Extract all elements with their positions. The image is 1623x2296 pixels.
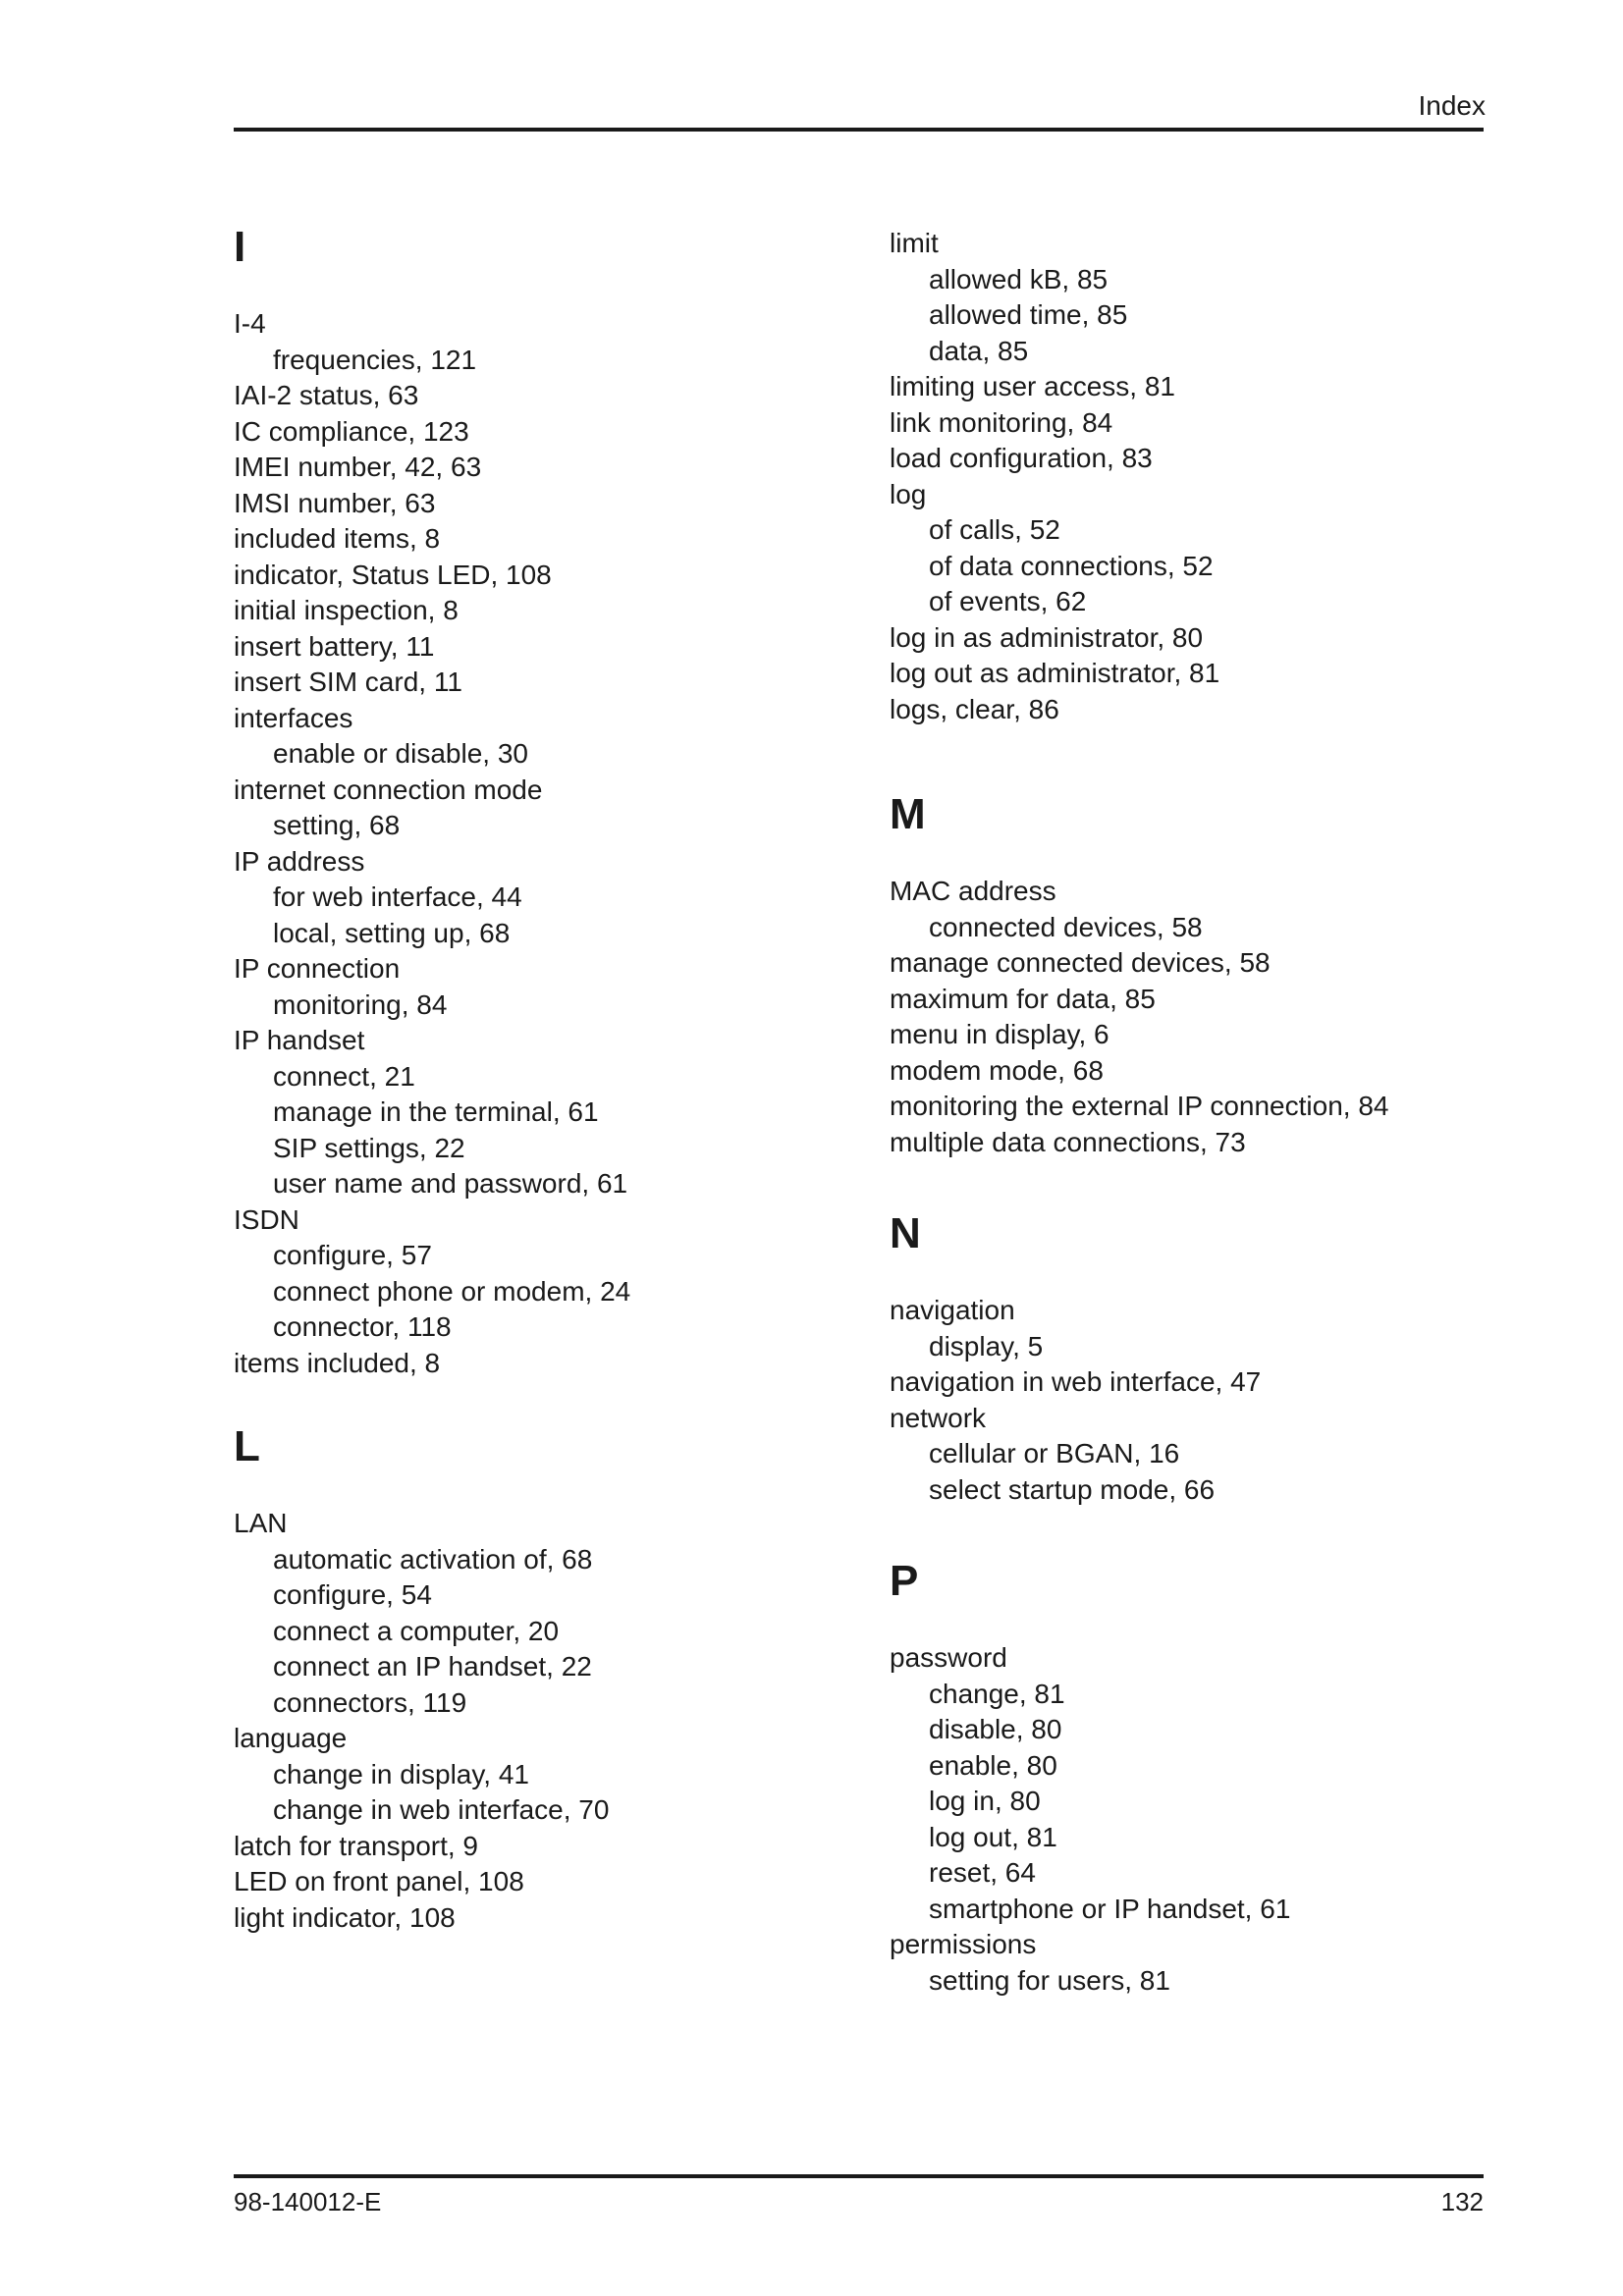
index-subentry: SIP settings, 22: [273, 1132, 465, 1163]
index-entry: insert battery, 11: [234, 630, 435, 662]
index-section-m: [890, 785, 1538, 1160]
index-entry: IMSI number, 63: [234, 487, 436, 518]
index-entry: language: [234, 1723, 348, 1753]
index-entry: monitoring the external IP connection, 84: [890, 1091, 1389, 1121]
index-subentry: change in web interface, 70: [273, 1794, 610, 1825]
index-section-n: [890, 1204, 1538, 1508]
index-entry: IP handset: [234, 1025, 365, 1055]
index-section-p: [890, 1552, 1538, 1999]
section-letter: L: [234, 1422, 260, 1470]
index-subentry: allowed kB, 85: [929, 263, 1109, 294]
index-entry: IC compliance, 123: [234, 415, 469, 447]
index-entry: multiple data connections, 73: [890, 1126, 1246, 1157]
index-entry: items included, 8: [234, 1347, 441, 1378]
index-subentry: cellular or BGAN, 16: [929, 1438, 1180, 1468]
index-entry: log out as administrator, 81: [890, 658, 1220, 688]
index-entry: insert SIM card, 11: [234, 667, 462, 697]
index-entry: link monitoring, 84: [890, 406, 1113, 438]
document-number: 98-140012-E: [234, 2187, 382, 2216]
index-entry: navigation in web interface, 47: [890, 1366, 1262, 1397]
index-subentry: of calls, 52: [929, 514, 1060, 545]
index-subentry: configure, 57: [273, 1240, 432, 1270]
index-entry: ISDN: [234, 1203, 299, 1235]
index-entry: menu in display, 6: [890, 1019, 1109, 1049]
index-section-l: [234, 1417, 862, 1936]
index-entry: network: [890, 1402, 987, 1433]
index-subentry: select startup mode, 66: [929, 1473, 1216, 1505]
index-subentry: of events, 62: [929, 586, 1087, 616]
index-entry: log in as administrator, 80: [890, 621, 1204, 653]
index-subentry: connect, 21: [273, 1060, 415, 1092]
index-subentry: setting for users, 81: [929, 1964, 1170, 1996]
index-section-l-continued: [890, 226, 1538, 727]
index-section-i: [234, 218, 862, 1381]
index-subentry: for web interface, 44: [273, 881, 522, 912]
index-entry: manage connected devices, 58: [890, 947, 1271, 978]
index-entry: latch for transport, 9: [234, 1830, 479, 1861]
index-subentry: connectors, 119: [273, 1686, 467, 1718]
index-entry: limit: [890, 228, 939, 258]
index-subentry: setting, 68: [273, 810, 401, 840]
index-entry: IP connection: [234, 953, 401, 984]
index-subentry: disable, 80: [929, 1714, 1062, 1744]
index-subentry: change, 81: [929, 1678, 1065, 1709]
index-entry: MAC address: [890, 876, 1056, 906]
index-entry: internet connection mode: [234, 774, 543, 805]
index-subentry: manage in the terminal, 61: [273, 1096, 599, 1127]
index-entry: initial inspection, 8: [234, 595, 459, 625]
index-subentry: automatic activation of, 68: [273, 1543, 593, 1575]
index-entry: I-4: [234, 308, 266, 339]
section-letter: N: [890, 1209, 921, 1257]
index-entry: permissions: [890, 1929, 1037, 1959]
index-entry: IAI-2 status, 63: [234, 380, 419, 410]
section-letter: M: [890, 790, 926, 838]
index-subentry: local, setting up, 68: [273, 917, 511, 948]
index-entry: light indicator, 108: [234, 1901, 456, 1933]
index-subentry: smartphone or IP handset, 61: [929, 1893, 1291, 1924]
index-entry: maximum for data, 85: [890, 983, 1156, 1014]
index-entry: password: [890, 1642, 1007, 1673]
entry-list: [890, 874, 1538, 1160]
index-subentry: change in display, 41: [273, 1758, 529, 1789]
index-subentry: of data connections, 52: [929, 550, 1214, 581]
header-rule: [234, 128, 1484, 132]
index-subentry: log in, 80: [929, 1786, 1041, 1816]
index-subentry: connected devices, 58: [929, 911, 1203, 942]
index-entry: navigation: [890, 1295, 1015, 1325]
index-subentry: frequencies, 121: [273, 344, 477, 375]
index-entry: interfaces: [234, 702, 353, 733]
index-subentry: connect an IP handset, 22: [273, 1651, 592, 1682]
index-entry: log: [890, 478, 927, 509]
index-entry: IP address: [234, 845, 365, 877]
index-entry: limiting user access, 81: [890, 371, 1176, 401]
entry-list: [890, 1293, 1538, 1508]
footer-rule: [234, 2174, 1484, 2178]
index-subentry: reset, 64: [929, 1857, 1036, 1888]
index-entry: LED on front panel, 108: [234, 1866, 524, 1896]
index-subentry: monitoring, 84: [273, 988, 448, 1020]
index-subentry: display, 5: [929, 1330, 1044, 1362]
page-number: 132: [1440, 2187, 1484, 2216]
index-subentry: allowed time, 85: [929, 299, 1128, 330]
entry-list: [890, 226, 1538, 727]
index-entry: included items, 8: [234, 523, 441, 554]
index-entry: logs, clear, 86: [890, 693, 1059, 724]
entry-list: [234, 1506, 862, 1936]
index-subentry: configure, 54: [273, 1579, 432, 1610]
index-subentry: enable, 80: [929, 1749, 1057, 1781]
section-letter: P: [890, 1557, 919, 1605]
index-entry: LAN: [234, 1508, 288, 1538]
index-subentry: data, 85: [929, 335, 1029, 366]
index-entry: load configuration, 83: [890, 443, 1153, 473]
entry-list: [234, 306, 862, 1381]
index-subentry: connector, 118: [273, 1311, 452, 1342]
header-title: Index: [1418, 90, 1486, 121]
index-subentry: user name and password, 61: [273, 1168, 628, 1199]
index-subentry: connect phone or modem, 24: [273, 1275, 631, 1307]
section-letter: I: [234, 223, 246, 271]
index-subentry: log out, 81: [929, 1821, 1057, 1852]
entry-list: [890, 1640, 1538, 1999]
index-subentry: connect a computer, 20: [273, 1615, 560, 1646]
index-entry: modem mode, 68: [890, 1054, 1104, 1086]
index-entry: indicator, Status LED, 108: [234, 559, 552, 590]
index-subentry: enable or disable, 30: [273, 738, 528, 769]
index-entry: IMEI number, 42, 63: [234, 452, 482, 482]
